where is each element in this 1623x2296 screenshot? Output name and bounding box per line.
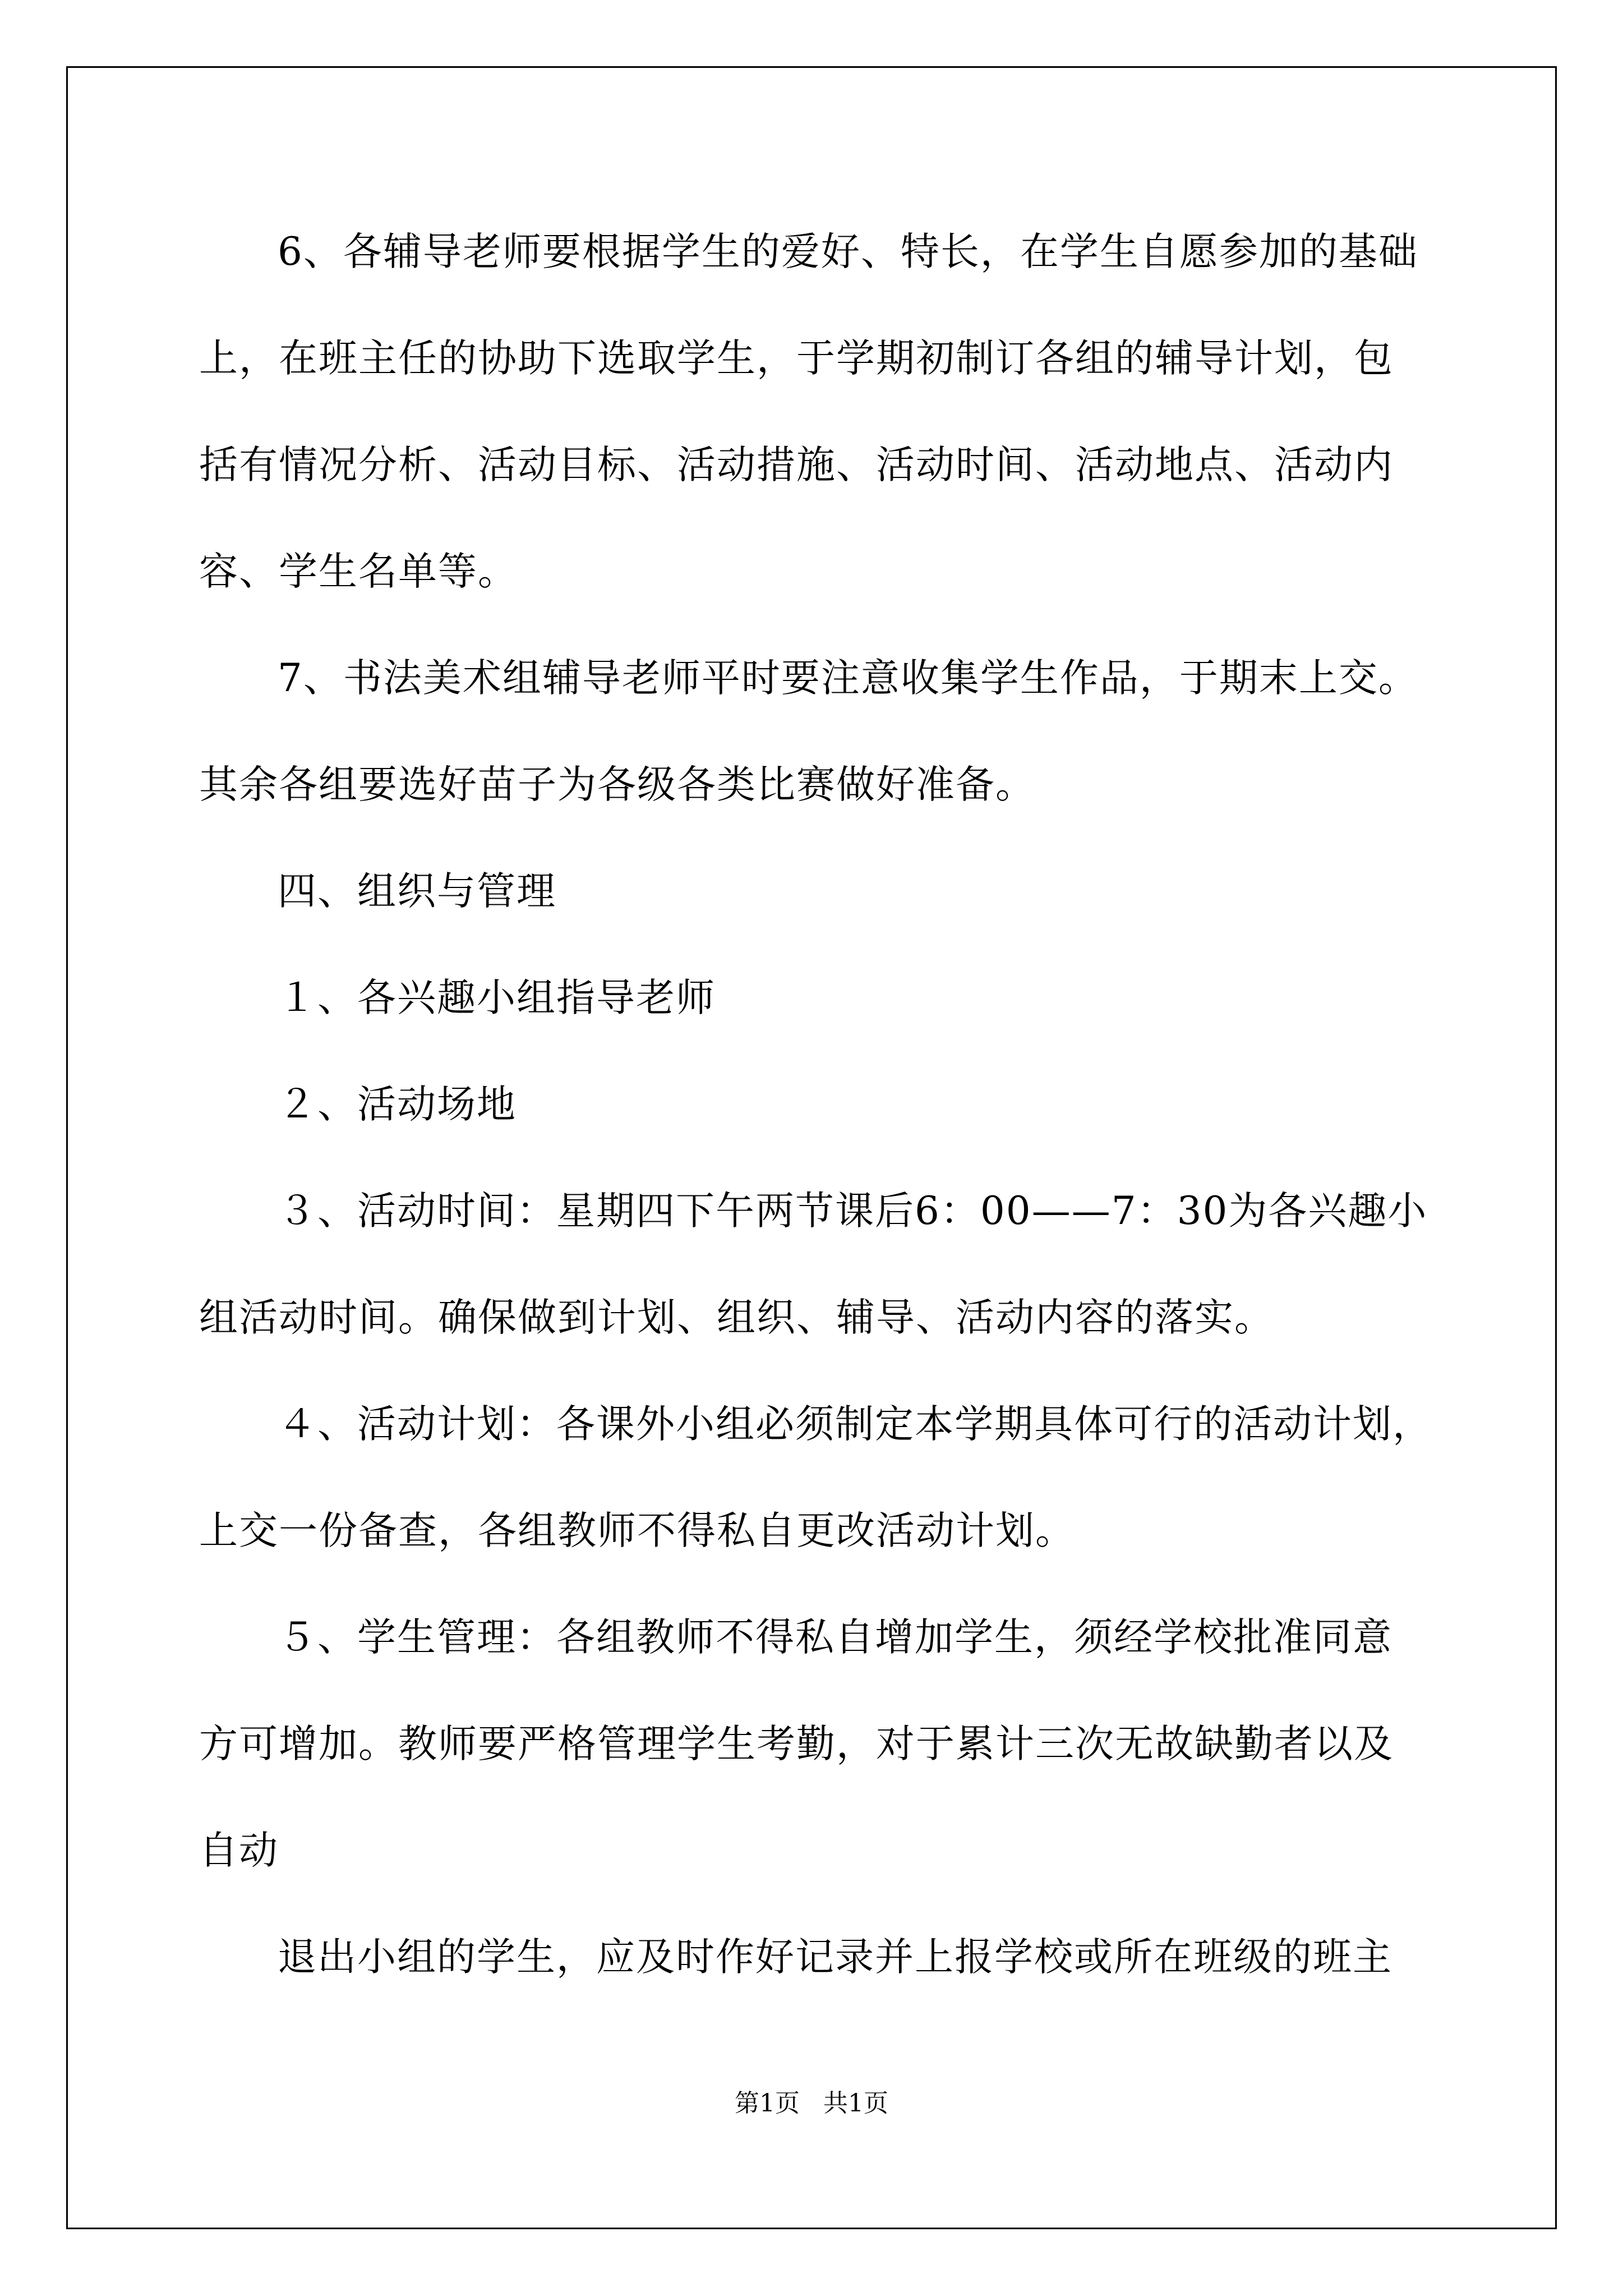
section-heading: 四、组织与管理 [278,869,556,914]
paragraph-line: 退出小组的学生，应及时作好记录并上报学校或所在班级的班主 [278,1935,1393,1980]
paragraph-line: １、各兴趣小组指导老师 [278,976,716,1020]
paragraph-line: 方可增加。教师要严格管理学生考勤，对于累计三次无故缺勤者以及 [199,1722,1394,1766]
paragraph-line: 6、各辅导老师要根据学生的爱好、特长，在学生自愿参加的基础 [278,229,1418,274]
paragraph-line: ２、活动场地 [278,1082,517,1127]
paragraph-line: 容、学生名单等。 [199,549,518,594]
paragraph-line: 组活动时间。确保做到计划、组织、辅导、活动内容的落实。 [199,1295,1274,1340]
page-footer: 第1页 共1页 [735,2089,888,2118]
paragraph-line: 上交一份备查，各组教师不得私自更改活动计划。 [199,1508,1075,1553]
page-border [66,66,1557,2229]
paragraph-line: 7、书法美术组辅导老师平时要注意收集学生作品，于期末上交。 [278,656,1418,701]
paragraph-line: 括有情况分析、活动目标、活动措施、活动时间、活动地点、活动内 [199,443,1394,487]
paragraph-line: 其余各组要选好苗子为各级各类比赛做好准备。 [199,762,1035,807]
paragraph-line: ３、活动时间：星期四下午两节课后6：00——7：30为各兴趣小 [278,1189,1428,1234]
paragraph-line: 上，在班主任的协助下选取学生，于学期初制订各组的辅导计划，包 [199,336,1394,381]
paragraph-line: ４、活动计划：各课外小组必须制定本学期具体可行的活动计划， [278,1402,1432,1447]
paragraph-line: 自动 [199,1828,279,1873]
paragraph-line: ５、学生管理：各组教师不得私自增加学生，须经学校批准同意 [278,1615,1393,1660]
